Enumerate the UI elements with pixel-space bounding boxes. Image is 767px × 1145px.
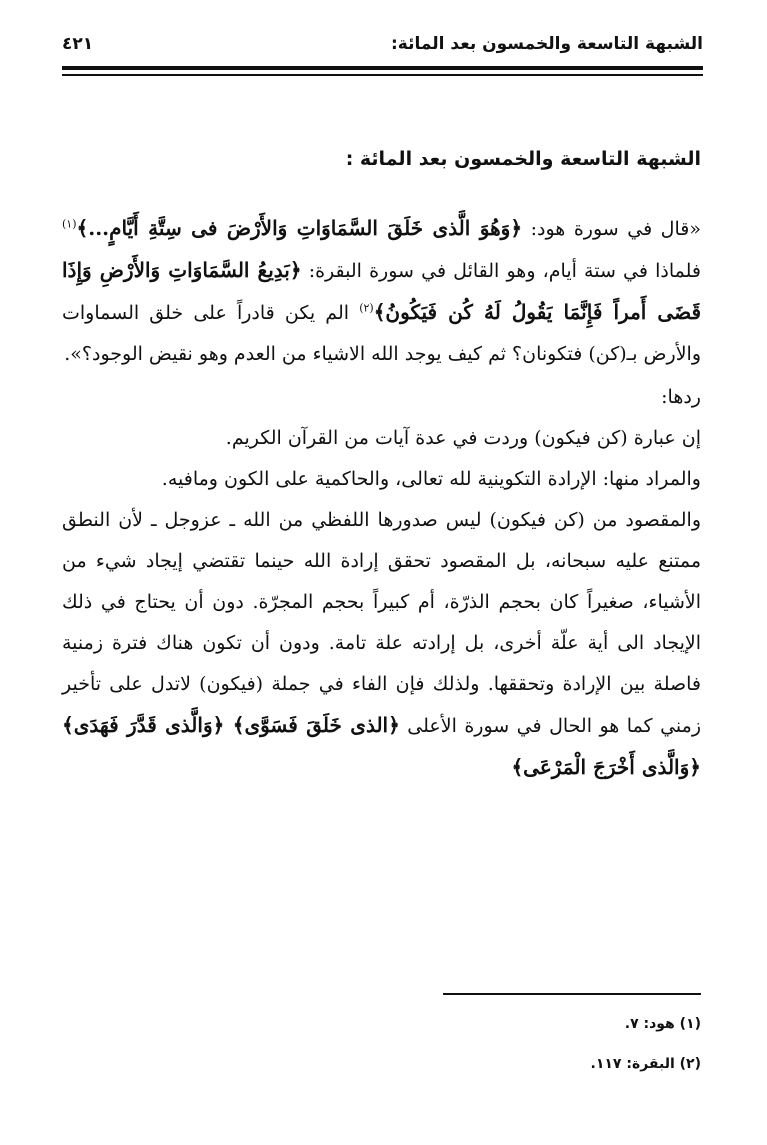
running-header xyxy=(62,28,703,54)
footnote-2: (٢) البقرة: ١١٧. xyxy=(590,1056,701,1072)
header-rule-thin xyxy=(62,74,703,76)
page-number: ٤٢١ xyxy=(62,34,94,54)
reply-label: ردها: xyxy=(661,386,701,408)
quote-intro: «قال في سورة هود: xyxy=(522,218,701,240)
footnote-ref-1[interactable]: (١) xyxy=(62,217,77,231)
footnote-1: (١) هود: ٧. xyxy=(624,1016,701,1032)
header-rule-thick xyxy=(62,66,703,70)
footnotes xyxy=(62,1012,701,1092)
quote-middle: فلماذا في ستة أيام، وهو القائل في سورة البقرة: xyxy=(301,260,701,282)
verse-baqara: ﴿بَدِيعُ السَّمَاوَاتِ وَالأَرْضِ وَإِذَا قَضَى أَمراً فَإِنَّمَا يَقُولُ لَهُ كُن فَيَكُونُ﴾ xyxy=(62,258,701,324)
verses-aala: ﴿الذى خَلَقَ فَسَوَّى﴾ ﴿وَالَّذى قَدَّرَ فَهَدَى﴾ ﴿وَالَّذى أَخْرَجَ الْمَرْعَى﴾ xyxy=(62,713,701,779)
footnote-ref-2[interactable]: (٢) xyxy=(359,301,374,315)
quote-end: الم يكن قادراً على خلق السماوات والأرض بـ(كن) فتكونان؟ ثم كيف يوجد الله الاشياء من العدم وهو نقيض الوجود؟». xyxy=(62,302,701,365)
footnote-separator xyxy=(443,993,701,995)
quote-paragraph xyxy=(62,208,701,375)
reply-paragraph-3-text: والمقصود من (كن فيكون) ليس صدورها اللفظي من الله ـ عزوجل ـ لأن النطق ممتنع عليه سبحانه، بل المقصود تحقق إرادة الله حينما تقتضي إيجاد شيء من الأشياء، صغيراً كان بحجم الذرّة، أم كبيراً بحجم المجرّة. دون أن يحتاج في ذلك الإيجاد الى أية علّة أخرى، بل إرادته علة تامة. ودون أن تكون هناك فترة زمنية فاصلة بين الإرادة وتحققها. ولذلك فإن الفاء في جملة (فيكون) لاتدل على تأخير زمني كما هو الحال في سورة الأعلى xyxy=(62,509,701,737)
reply-paragraph-3 xyxy=(62,500,701,789)
running-title: الشبهة التاسعة والخمسون بعد المائة: xyxy=(391,34,703,54)
reply-paragraph-1: إن عبارة (كن فيكون) وردت في عدة آيات من القرآن الكريم. xyxy=(225,427,701,449)
section-heading: الشبهة التاسعة والخمسون بعد المائة : xyxy=(345,148,701,170)
reply-paragraph-2: والمراد منها: الإرادة التكوينية لله تعالى، والحاكمية على الكون ومافيه. xyxy=(161,468,701,490)
body-text xyxy=(62,208,701,789)
verse-hud: ﴿وَهُوَ الَّذى خَلَقَ السَّمَاوَاتِ وَالأَرْضَ فى سِتَّةِ أَيَّامٍ...﴾ xyxy=(76,216,523,240)
